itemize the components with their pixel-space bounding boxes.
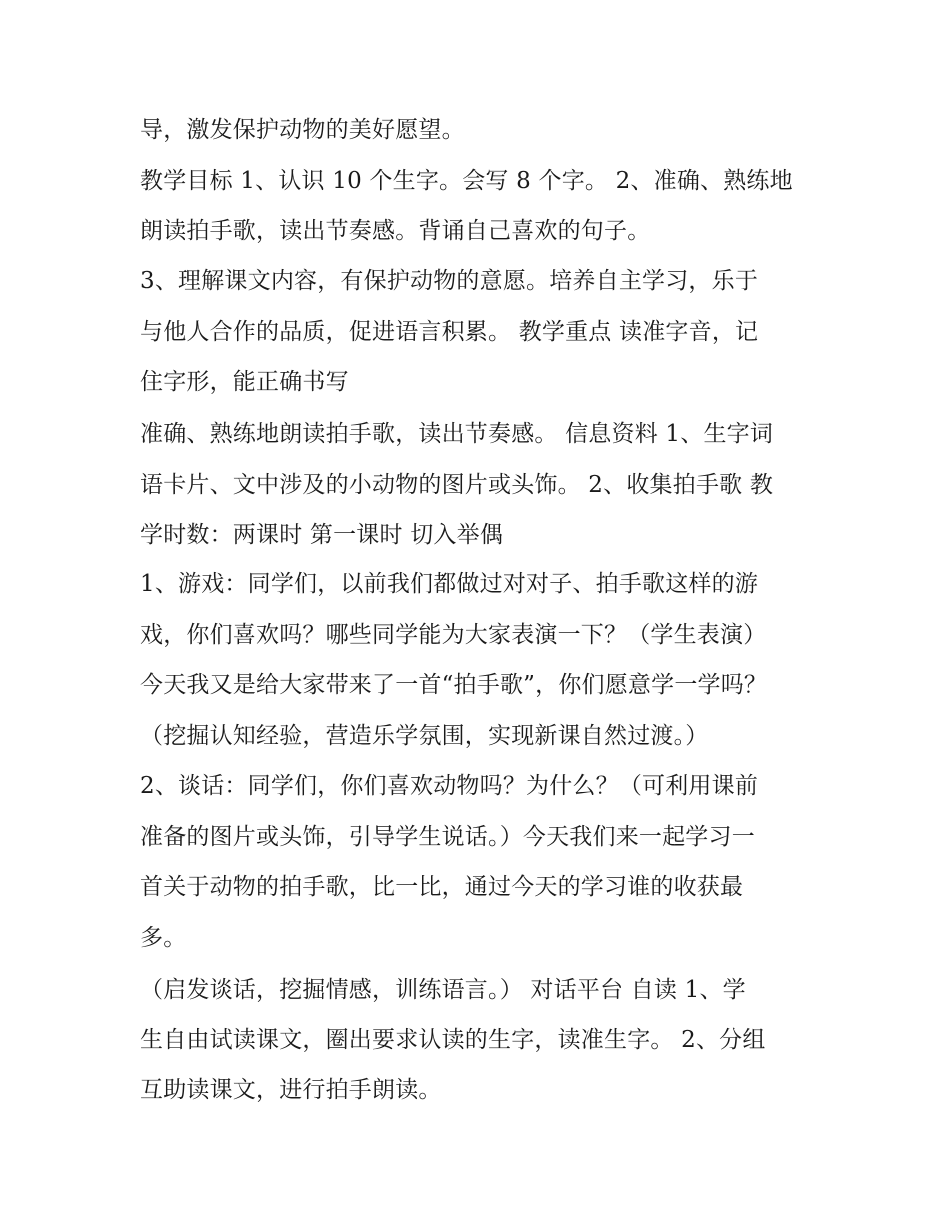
text-line: 互助读课文，进行拍手朗读。 xyxy=(140,1077,442,1103)
text-line: （挖掘认知经验，营造乐学氛围，实现新课自然过渡。） xyxy=(140,723,709,749)
text-line: （启发谈话，挖掘情感，训练语言。） 对话平台 自读 1、学 xyxy=(140,977,746,1003)
text-line: 戏，你们喜欢吗？哪些同学能为大家表演一下？（学生表演） xyxy=(140,622,767,648)
text-line: 生自由试读课文，圈出要求认读的生字，读准生字。 2、分组 xyxy=(140,1027,766,1053)
text-line: 与他人合作的品质，促进语言积累。 教学重点 读准字音，记 xyxy=(140,319,759,345)
text-line: 首关于动物的拍手歌，比一比，通过今天的学习谁的收获最 xyxy=(140,874,744,900)
text-line: 今天我又是给大家带来了一首“拍手歌”，你们愿意学一学吗？ xyxy=(140,672,768,698)
text-line: 准备的图片或头饰，引导学生说话。）今天我们来一起学习一 xyxy=(140,824,755,850)
text-line: 教学目标 1、认识 10 个生字。会写 8 个字。 2、准确、熟练地 xyxy=(140,168,793,194)
text-line: 导，激发保护动物的美好愿望。 xyxy=(140,117,465,143)
text-line: 2、谈话：同学们，你们喜欢动物吗？为什么？（可利用课前 xyxy=(140,773,759,799)
text-line: 1、游戏：同学们，以前我们都做过对对子、拍手歌这样的游 xyxy=(140,571,759,597)
text-line: 朗读拍手歌，读出节奏感。背诵自己喜欢的句子。 xyxy=(140,218,651,244)
text-line: 3、理解课文内容，有保护动物的意愿。培养自主学习，乐于 xyxy=(140,268,759,294)
text-line: 多。 xyxy=(140,925,187,951)
text-line: 学时数：两课时 第一课时 切入举偶 xyxy=(140,522,504,548)
text-line: 语卡片、文中涉及的小动物的图片或头饰。 2、收集拍手歌 教 xyxy=(140,472,774,498)
text-line: 住字形，能正确书写 xyxy=(140,369,349,395)
text-line: 准确、熟练地朗读拍手歌，读出节奏感。 信息资料 1、生字词 xyxy=(140,421,774,447)
